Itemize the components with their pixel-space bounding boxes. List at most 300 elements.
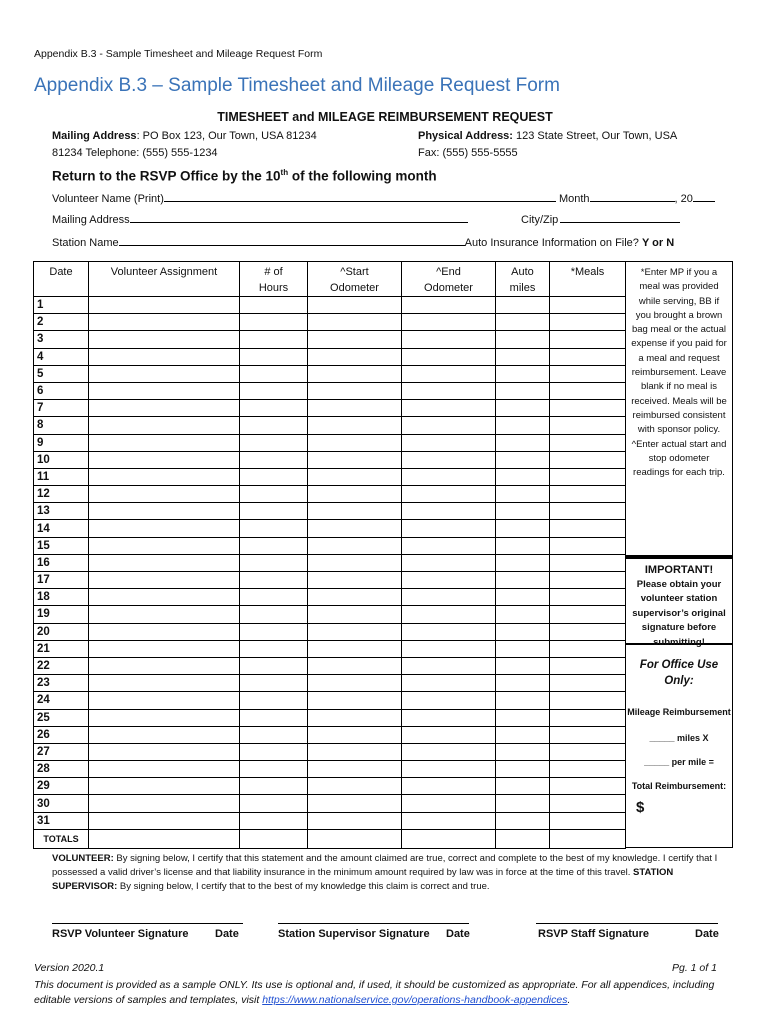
table-cell[interactable] xyxy=(402,554,496,571)
table-cell[interactable] xyxy=(308,365,402,382)
day-number: 4 xyxy=(34,348,89,365)
table-cell[interactable] xyxy=(308,400,402,417)
auto-miles-column-header: Auto miles xyxy=(496,262,550,297)
table-cell[interactable] xyxy=(308,486,402,503)
table-cell[interactable] xyxy=(550,623,626,640)
table-cell[interactable] xyxy=(496,486,550,503)
table-cell[interactable] xyxy=(550,606,626,623)
page-number: Pg. 1 of 1 xyxy=(672,962,717,974)
table-cell[interactable] xyxy=(496,520,550,537)
day-number: 2 xyxy=(34,314,89,331)
telephone-line: 81234 Telephone: (555) 555-1234 xyxy=(52,147,218,159)
table-cell[interactable] xyxy=(550,365,626,382)
table-cell[interactable] xyxy=(89,606,240,623)
table-row xyxy=(34,743,626,760)
mailing-address-field-label: Mailing Address xyxy=(52,214,130,226)
totals-cell[interactable] xyxy=(308,829,402,848)
table-cell[interactable] xyxy=(496,503,550,520)
table-cell[interactable] xyxy=(89,572,240,589)
table-cell[interactable] xyxy=(308,675,402,692)
volunteer-name-row xyxy=(52,191,715,205)
table-cell[interactable] xyxy=(496,726,550,743)
totals-cell[interactable] xyxy=(550,829,626,848)
staff-signature-label: RSVP Staff Signature xyxy=(538,928,650,940)
station-name-field[interactable] xyxy=(119,235,465,246)
day-number: 17 xyxy=(34,572,89,589)
table-cell[interactable] xyxy=(89,503,240,520)
table-cell[interactable] xyxy=(550,692,626,709)
table-cell[interactable] xyxy=(496,537,550,554)
table-cell[interactable] xyxy=(89,348,240,365)
day-number: 26 xyxy=(34,726,89,743)
auto-insurance-options[interactable]: Y or N xyxy=(641,237,675,249)
day-number: 12 xyxy=(34,486,89,503)
table-row xyxy=(34,434,626,451)
table-cell[interactable] xyxy=(550,503,626,520)
totals-label: TOTALS xyxy=(34,829,89,848)
day-number: 24 xyxy=(34,692,89,709)
return-notice-rest: of the following month xyxy=(288,168,437,184)
month-label: Month xyxy=(555,193,590,205)
table-cell[interactable] xyxy=(496,314,550,331)
table-cell[interactable] xyxy=(240,451,308,468)
table-cell[interactable] xyxy=(240,434,308,451)
physical-address-line xyxy=(418,130,677,142)
table-cell[interactable] xyxy=(496,554,550,571)
totals-row xyxy=(34,829,626,848)
table-cell[interactable] xyxy=(89,554,240,571)
auto-insurance-label: Auto Insurance Information on File? xyxy=(464,237,639,249)
volunteer-name-field[interactable] xyxy=(164,191,556,202)
table-cell[interactable] xyxy=(496,675,550,692)
day-number: 11 xyxy=(34,468,89,485)
table-cell[interactable] xyxy=(402,572,496,589)
table-row xyxy=(34,692,626,709)
table-cell[interactable] xyxy=(240,743,308,760)
mailing-address-line xyxy=(52,130,317,142)
day-number: 29 xyxy=(34,778,89,795)
day-number: 28 xyxy=(34,761,89,778)
day-number: 23 xyxy=(34,675,89,692)
day-number: 8 xyxy=(34,417,89,434)
table-row xyxy=(34,675,626,692)
table-cell[interactable] xyxy=(89,537,240,554)
table-cell[interactable] xyxy=(308,692,402,709)
table-cell[interactable] xyxy=(240,761,308,778)
day-number: 3 xyxy=(34,331,89,348)
table-cell[interactable] xyxy=(240,554,308,571)
table-cell[interactable] xyxy=(308,434,402,451)
table-row xyxy=(34,348,626,365)
table-cell[interactable] xyxy=(240,812,308,829)
table-cell[interactable] xyxy=(240,520,308,537)
table-cell[interactable] xyxy=(240,365,308,382)
table-row xyxy=(34,761,626,778)
table-cell[interactable] xyxy=(240,709,308,726)
table-cell[interactable] xyxy=(240,417,308,434)
table-cell[interactable] xyxy=(550,657,626,674)
staff-signature-line[interactable] xyxy=(536,923,718,924)
table-cell[interactable] xyxy=(550,709,626,726)
city-zip-row xyxy=(521,212,680,226)
total-reimbursement-label: Total Reimbursement: xyxy=(631,781,727,791)
table-row xyxy=(34,400,626,417)
year-label: , 20 xyxy=(674,193,693,205)
table-row xyxy=(34,778,626,795)
table-cell[interactable] xyxy=(240,348,308,365)
table-cell[interactable] xyxy=(496,623,550,640)
table-cell[interactable] xyxy=(550,468,626,485)
table-cell[interactable] xyxy=(402,709,496,726)
mailing-address-field[interactable] xyxy=(130,212,468,223)
table-cell[interactable] xyxy=(308,520,402,537)
table-cell[interactable] xyxy=(496,382,550,399)
table-cell[interactable] xyxy=(89,451,240,468)
table-cell[interactable] xyxy=(402,365,496,382)
table-cell[interactable] xyxy=(550,434,626,451)
table-cell[interactable] xyxy=(550,761,626,778)
table-row xyxy=(34,812,626,829)
table-cell[interactable] xyxy=(402,778,496,795)
volunteer-signature-label: RSVP Volunteer Signature xyxy=(52,928,189,940)
day-number: 15 xyxy=(34,537,89,554)
volunteer-signature-line[interactable] xyxy=(52,923,243,924)
table-cell[interactable] xyxy=(308,640,402,657)
table-cell[interactable] xyxy=(402,417,496,434)
appendices-link[interactable]: https://www.nationalservice.gov/operations-handbook-appendices xyxy=(262,994,568,1006)
table-cell[interactable] xyxy=(240,606,308,623)
table-cell[interactable] xyxy=(308,743,402,760)
volunteer-cert-text: By signing below, I certify that this statement and the amount claimed are true, correct and complete to the best of my knowledge. I certify that I possessed a valid driver’s license and that liability insurance in the minimum amount required by law was in force at the time of this travel. xyxy=(52,853,718,878)
table-cell[interactable] xyxy=(240,503,308,520)
table-cell[interactable] xyxy=(550,640,626,657)
table-cell[interactable] xyxy=(496,572,550,589)
table-cell[interactable] xyxy=(402,451,496,468)
table-cell[interactable] xyxy=(496,640,550,657)
table-cell[interactable] xyxy=(240,468,308,485)
day-number: 1 xyxy=(34,297,89,314)
important-notice xyxy=(626,559,732,648)
table-cell[interactable] xyxy=(308,572,402,589)
office-use-section xyxy=(626,643,732,816)
table-cell[interactable] xyxy=(550,400,626,417)
fax-line: Fax: (555) 555-5555 xyxy=(418,147,518,159)
table-cell[interactable] xyxy=(496,400,550,417)
table-cell[interactable] xyxy=(89,365,240,382)
table-cell[interactable] xyxy=(496,297,550,314)
table-cell[interactable] xyxy=(89,761,240,778)
totals-cell[interactable] xyxy=(240,829,308,848)
return-notice xyxy=(52,168,437,184)
table-cell[interactable] xyxy=(550,486,626,503)
important-text: Please obtain your volunteer station supervisor’s original signature before submitting! xyxy=(632,578,726,648)
table-cell[interactable] xyxy=(308,537,402,554)
table-cell[interactable] xyxy=(402,331,496,348)
table-cell[interactable] xyxy=(496,468,550,485)
table-cell[interactable] xyxy=(308,709,402,726)
table-cell[interactable] xyxy=(240,382,308,399)
table-cell[interactable] xyxy=(496,778,550,795)
table-cell[interactable] xyxy=(496,348,550,365)
assignment-column-header: Volunteer Assignment xyxy=(89,262,240,297)
table-cell[interactable] xyxy=(550,572,626,589)
table-cell[interactable] xyxy=(240,657,308,674)
start-odometer-column-header: ^Start Odometer xyxy=(308,262,402,297)
table-cell[interactable] xyxy=(496,761,550,778)
table-cell[interactable] xyxy=(402,400,496,417)
station-name-label: Station Name xyxy=(52,237,119,249)
table-cell[interactable] xyxy=(240,675,308,692)
table-cell[interactable] xyxy=(550,537,626,554)
table-cell[interactable] xyxy=(89,314,240,331)
table-cell[interactable] xyxy=(89,778,240,795)
table-cell[interactable] xyxy=(550,520,626,537)
table-cell[interactable] xyxy=(550,331,626,348)
table-cell[interactable] xyxy=(240,331,308,348)
table-cell[interactable] xyxy=(89,382,240,399)
meal-odometer-notes: *Enter MP if you a meal was provided while serving, BB if you brought a brown bag meal or the actual expense if you paid for a meal and request reimbursement. Leave blank if no meal is received. Meals will be reimbursed consistent with sponsor policy. ^Enter actual start and stop odometer readings for each trip. xyxy=(631,267,727,479)
miles-field[interactable]: _____ miles X xyxy=(649,733,709,743)
table-cell[interactable] xyxy=(308,348,402,365)
day-number: 16 xyxy=(34,554,89,571)
table-row xyxy=(34,382,626,399)
table-cell[interactable] xyxy=(550,417,626,434)
day-number: 20 xyxy=(34,623,89,640)
mailing-address-row xyxy=(52,212,468,226)
day-number: 9 xyxy=(34,434,89,451)
table-cell[interactable] xyxy=(89,623,240,640)
table-cell[interactable] xyxy=(402,692,496,709)
table-cell[interactable] xyxy=(402,503,496,520)
table-cell[interactable] xyxy=(308,726,402,743)
table-cell[interactable] xyxy=(89,657,240,674)
table-cell[interactable] xyxy=(308,451,402,468)
table-cell[interactable] xyxy=(402,589,496,606)
office-use-title: For Office Use Only: xyxy=(639,659,719,687)
table-cell[interactable] xyxy=(240,726,308,743)
table-cell[interactable] xyxy=(496,331,550,348)
supervisor-cert-label: STATION SUPERVISOR: xyxy=(52,867,674,892)
table-cell[interactable] xyxy=(402,434,496,451)
table-row xyxy=(34,589,626,606)
table-row xyxy=(34,726,626,743)
table-cell[interactable] xyxy=(550,589,626,606)
form-title: TIMESHEET and MILEAGE REIMBURSEMENT REQUEST xyxy=(217,110,553,124)
table-cell[interactable] xyxy=(308,761,402,778)
table-cell[interactable] xyxy=(308,778,402,795)
table-cell[interactable] xyxy=(402,486,496,503)
table-cell[interactable] xyxy=(308,297,402,314)
table-cell[interactable] xyxy=(89,743,240,760)
city-zip-label: City/Zip xyxy=(521,214,559,226)
table-cell[interactable] xyxy=(402,743,496,760)
table-cell[interactable] xyxy=(496,606,550,623)
totals-cell[interactable] xyxy=(89,829,240,848)
table-cell[interactable] xyxy=(89,726,240,743)
return-notice-sup: th xyxy=(280,168,289,177)
table-row xyxy=(34,503,626,520)
table-row xyxy=(34,520,626,537)
table-cell[interactable] xyxy=(550,451,626,468)
table-cell[interactable] xyxy=(402,795,496,812)
table-cell[interactable] xyxy=(240,314,308,331)
table-cell[interactable] xyxy=(496,451,550,468)
page-title: Appendix B.3 – Sample Timesheet and Mileage Request Form xyxy=(34,75,560,96)
table-row xyxy=(34,640,626,657)
table-cell[interactable] xyxy=(402,606,496,623)
table-cell[interactable] xyxy=(308,382,402,399)
table-cell[interactable] xyxy=(496,365,550,382)
table-cell[interactable] xyxy=(402,657,496,674)
table-cell[interactable] xyxy=(402,520,496,537)
table-cell[interactable] xyxy=(89,434,240,451)
day-number: 25 xyxy=(34,709,89,726)
table-cell[interactable] xyxy=(496,434,550,451)
table-cell[interactable] xyxy=(240,297,308,314)
meals-column-header: *Meals xyxy=(550,262,626,297)
day-number: 30 xyxy=(34,795,89,812)
table-cell[interactable] xyxy=(402,726,496,743)
table-cell[interactable] xyxy=(496,795,550,812)
station-name-row xyxy=(52,235,674,249)
table-cell[interactable] xyxy=(89,417,240,434)
table-cell[interactable] xyxy=(89,709,240,726)
table-cell[interactable] xyxy=(308,554,402,571)
table-cell[interactable] xyxy=(240,589,308,606)
table-cell[interactable] xyxy=(402,348,496,365)
table-cell[interactable] xyxy=(240,692,308,709)
table-cell[interactable] xyxy=(89,589,240,606)
table-cell[interactable] xyxy=(496,692,550,709)
table-cell[interactable] xyxy=(89,692,240,709)
table-row xyxy=(34,417,626,434)
table-cell[interactable] xyxy=(550,297,626,314)
table-cell[interactable] xyxy=(240,572,308,589)
table-cell[interactable] xyxy=(308,606,402,623)
table-cell[interactable] xyxy=(240,778,308,795)
table-cell[interactable] xyxy=(89,675,240,692)
table-cell[interactable] xyxy=(550,554,626,571)
table-cell[interactable] xyxy=(308,812,402,829)
day-number: 18 xyxy=(34,589,89,606)
table-cell[interactable] xyxy=(89,400,240,417)
table-cell[interactable] xyxy=(308,331,402,348)
date-column-header: Date xyxy=(34,262,89,297)
table-cell[interactable] xyxy=(240,795,308,812)
table-cell[interactable] xyxy=(496,709,550,726)
table-cell[interactable] xyxy=(550,382,626,399)
table-cell[interactable] xyxy=(550,778,626,795)
table-cell[interactable] xyxy=(240,640,308,657)
table-cell[interactable] xyxy=(496,812,550,829)
table-cell[interactable] xyxy=(550,726,626,743)
table-row xyxy=(34,314,626,331)
table-cell[interactable] xyxy=(402,761,496,778)
table-cell[interactable] xyxy=(308,795,402,812)
table-cell[interactable] xyxy=(308,589,402,606)
table-cell[interactable] xyxy=(240,623,308,640)
day-number: 5 xyxy=(34,365,89,382)
table-cell[interactable] xyxy=(308,417,402,434)
staff-date-label: Date xyxy=(695,928,719,940)
table-cell[interactable] xyxy=(550,812,626,829)
table-cell[interactable] xyxy=(550,795,626,812)
table-cell[interactable] xyxy=(89,468,240,485)
table-cell[interactable] xyxy=(89,297,240,314)
city-zip-field[interactable] xyxy=(560,212,680,223)
table-cell[interactable] xyxy=(308,657,402,674)
table-row xyxy=(34,451,626,468)
table-cell[interactable] xyxy=(308,503,402,520)
table-cell[interactable] xyxy=(308,623,402,640)
volunteer-cert-label: VOLUNTEER: xyxy=(52,853,114,864)
table-cell[interactable] xyxy=(402,314,496,331)
table-cell[interactable] xyxy=(89,795,240,812)
mileage-reimbursement-label: Mileage Reimbursement xyxy=(627,707,731,717)
mailing-address-label: Mailing Address xyxy=(52,130,137,142)
table-cell[interactable] xyxy=(402,297,496,314)
day-number: 22 xyxy=(34,657,89,674)
table-cell[interactable] xyxy=(402,812,496,829)
day-number: 27 xyxy=(34,743,89,760)
physical-address-label: Physical Address: xyxy=(418,130,513,142)
table-cell[interactable] xyxy=(496,743,550,760)
table-cell[interactable] xyxy=(496,417,550,434)
table-cell[interactable] xyxy=(402,640,496,657)
day-number: 31 xyxy=(34,812,89,829)
volunteer-date-label: Date xyxy=(215,928,239,940)
table-cell[interactable] xyxy=(89,520,240,537)
totals-cell[interactable] xyxy=(402,829,496,848)
table-cell[interactable] xyxy=(550,743,626,760)
footer-disclaimer xyxy=(34,978,734,1008)
table-row xyxy=(34,486,626,503)
totals-cell[interactable] xyxy=(496,829,550,848)
table-cell[interactable] xyxy=(89,486,240,503)
table-cell[interactable] xyxy=(240,537,308,554)
volunteer-name-label: Volunteer Name (Print) xyxy=(52,193,164,205)
table-cell[interactable] xyxy=(402,675,496,692)
table-cell[interactable] xyxy=(402,623,496,640)
table-cell[interactable] xyxy=(550,348,626,365)
table-cell[interactable] xyxy=(308,314,402,331)
table-cell[interactable] xyxy=(550,314,626,331)
supervisor-cert-text: By signing below, I certify that to the best of my knowledge this claim is correct and true. xyxy=(117,881,490,892)
table-cell[interactable] xyxy=(308,468,402,485)
supervisor-date-label: Date xyxy=(446,928,470,940)
per-mile-field[interactable]: _____ per mile = xyxy=(644,757,714,767)
month-field[interactable] xyxy=(590,191,675,202)
day-number: 14 xyxy=(34,520,89,537)
table-cell[interactable] xyxy=(496,657,550,674)
table-cell[interactable] xyxy=(89,640,240,657)
table-cell[interactable] xyxy=(89,812,240,829)
year-field[interactable] xyxy=(693,191,715,202)
table-row xyxy=(34,657,626,674)
timesheet-table xyxy=(33,261,626,849)
table-cell[interactable] xyxy=(240,486,308,503)
table-cell[interactable] xyxy=(240,400,308,417)
table-cell[interactable] xyxy=(402,468,496,485)
day-number: 6 xyxy=(34,382,89,399)
table-cell[interactable] xyxy=(550,675,626,692)
table-cell[interactable] xyxy=(496,589,550,606)
supervisor-signature-line[interactable] xyxy=(278,923,469,924)
table-cell[interactable] xyxy=(402,537,496,554)
table-cell[interactable] xyxy=(402,382,496,399)
day-number: 7 xyxy=(34,400,89,417)
table-cell[interactable] xyxy=(89,331,240,348)
